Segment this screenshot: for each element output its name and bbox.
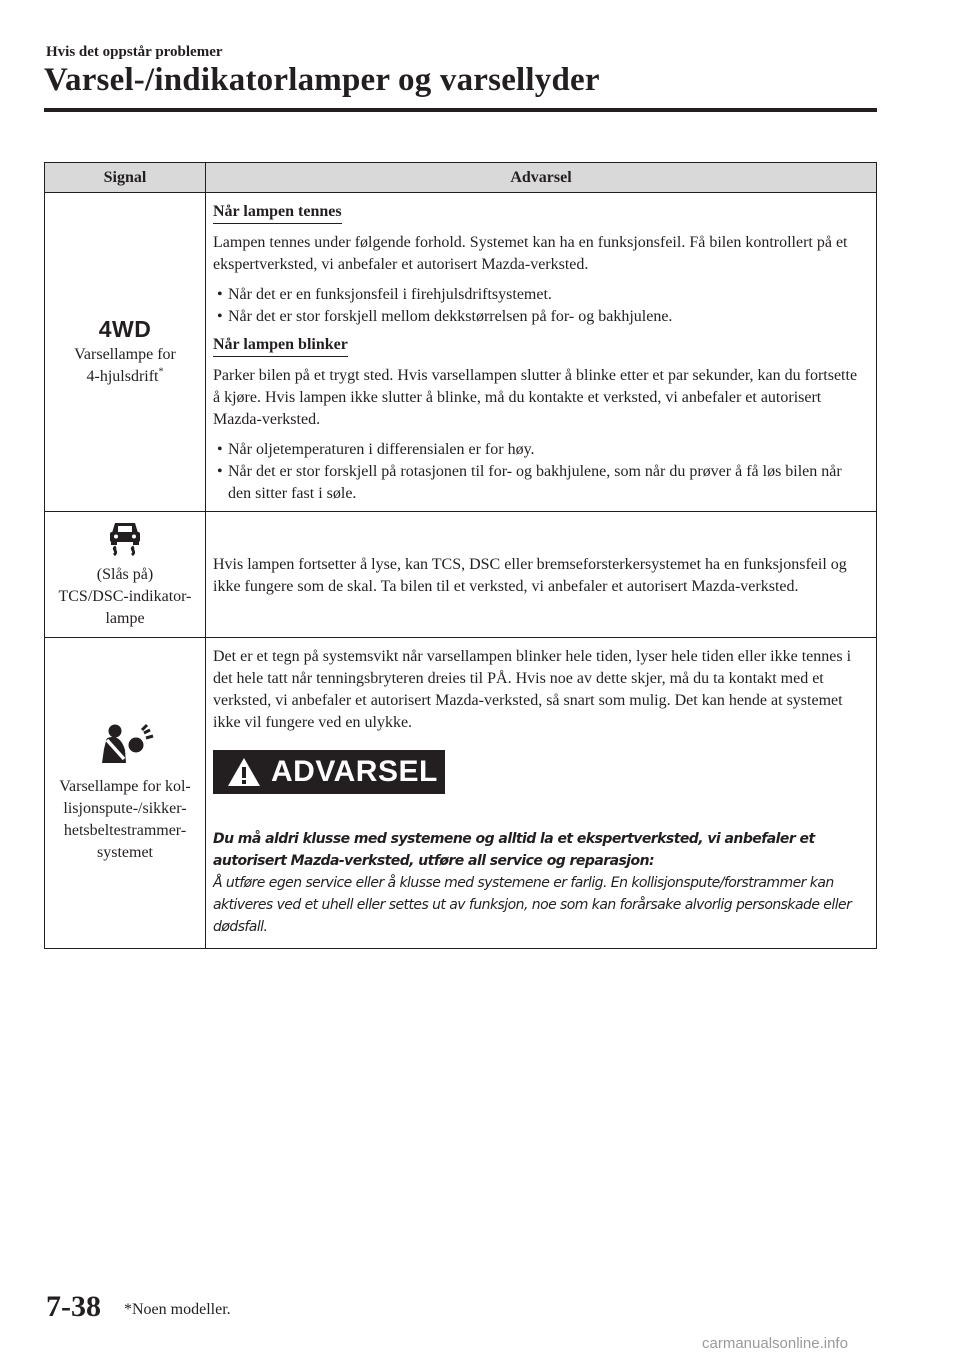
title-rule: [44, 108, 877, 112]
column-header-signal: Signal: [45, 163, 206, 193]
page-number: 7-38: [46, 1290, 101, 1323]
warning-lights-table: [44, 162, 877, 949]
list-item: • Når det er stor forskjell mellom dekkstørrelsen på for- og bakhjulene.: [217, 308, 673, 325]
signal-label: (Slås på) TCS/DSC-indikator- lampe: [58, 566, 192, 627]
paragraph: Parker bilen på et trygt sted. Hvis varsellampen slutter å blinke etter et par sekunder, kan du fortsette å kjøre. Hvis lampen ikke slutter å blinke, må du kontakte et verksted, vi anbefaler et autorisert Mazda-verksted.: [213, 367, 858, 428]
airbag-seatbelt-icon: [95, 723, 155, 772]
table-row: [45, 638, 877, 949]
bullet-list: [213, 439, 868, 505]
description-cell: [206, 193, 877, 512]
warning-banner: [213, 750, 445, 794]
warning-bold-text: Du må aldri klusse med systemene og alltid la et ekspertverksted, vi anbefaler et autorisert Mazda-verksted, utføre all service og reparasjon:: [213, 831, 815, 869]
table-row: [45, 193, 877, 512]
signal-cell: [45, 193, 206, 512]
section-label: Hvis det oppstår problemer: [46, 44, 223, 60]
table-row: [45, 512, 877, 638]
signal-label: Varsellampe for kol- lisjonspute-/sikker- hetsbeltestrammer- systemet: [59, 777, 191, 861]
paragraph: Hvis lampen fortsetter å lyse, kan TCS, DSC eller bremseforsterkersystemet ha en funksjonsfeil og ikke fungere som de skal. Ta bilen til et verksted, vi anbefaler et autorisert Mazda-verksted.: [213, 555, 847, 595]
table-header-row: [45, 163, 877, 193]
list-item: • Når det er stor forskjell på rotasjonen til for- og bakhjulene, som når du prøver å få løs bilen når den sitter fast i søle.: [217, 463, 842, 502]
bullet-list: [213, 284, 868, 328]
sub-heading: Når lampen tennes: [213, 202, 342, 224]
skidding-car-icon: [106, 519, 144, 564]
paragraph: Det er et tegn på systemsvikt når varsellampen blinker hele tiden, lyser hele tiden eller ikke tennes i det hele tatt når tenningsbryteren dreies til PÅ. Hvis noe av dette skjer, må du ta kontakt med et verksted, vi anbefaler et autorisert Mazda-verksted, så snart som mulig. Det kan hende at systemet ikke vil fungere ved en ulykke.: [213, 648, 852, 731]
4wd-icon: 4WD: [98, 316, 152, 342]
page-title: Varsel-/indikatorlamper og varsellyder: [44, 62, 600, 98]
watermark: carmanualsonline.info: [702, 1335, 848, 1352]
warning-body-text: Å utføre egen service eller å klusse med systemene er farlig. En kollisjonspute/forstrammer kan aktiveres ved et uhell eller settes ut av funksjon, noe som kan forårsake alvorlig personskade eller dødsfall.: [213, 875, 852, 935]
signal-label: Varsellampe for 4-hjulsdrift*: [74, 346, 176, 385]
paragraph: Lampen tennes under følgende forhold. Systemet kan ha en funksjonsfeil. Få bilen kontrollert på et ekspertverksted, vi anbefaler et autorisert Mazda-verksted.: [213, 234, 848, 273]
column-header-warning: Advarsel: [206, 163, 877, 193]
description-cell: [206, 512, 877, 638]
warning-triangle-icon: [227, 757, 261, 787]
warning-label: ADVARSEL: [271, 755, 438, 788]
sub-heading: Når lampen blinker: [213, 335, 348, 357]
description-cell: [206, 638, 877, 949]
list-item: • Når oljetemperaturen i differensialen er for høy.: [217, 441, 535, 458]
warning-text: [213, 828, 868, 938]
list-item: • Når det er en funksjonsfeil i firehjulsdriftsystemet.: [217, 286, 552, 303]
signal-cell: [45, 638, 206, 949]
signal-cell: [45, 512, 206, 638]
footnote: *Noen modeller.: [124, 1301, 231, 1318]
